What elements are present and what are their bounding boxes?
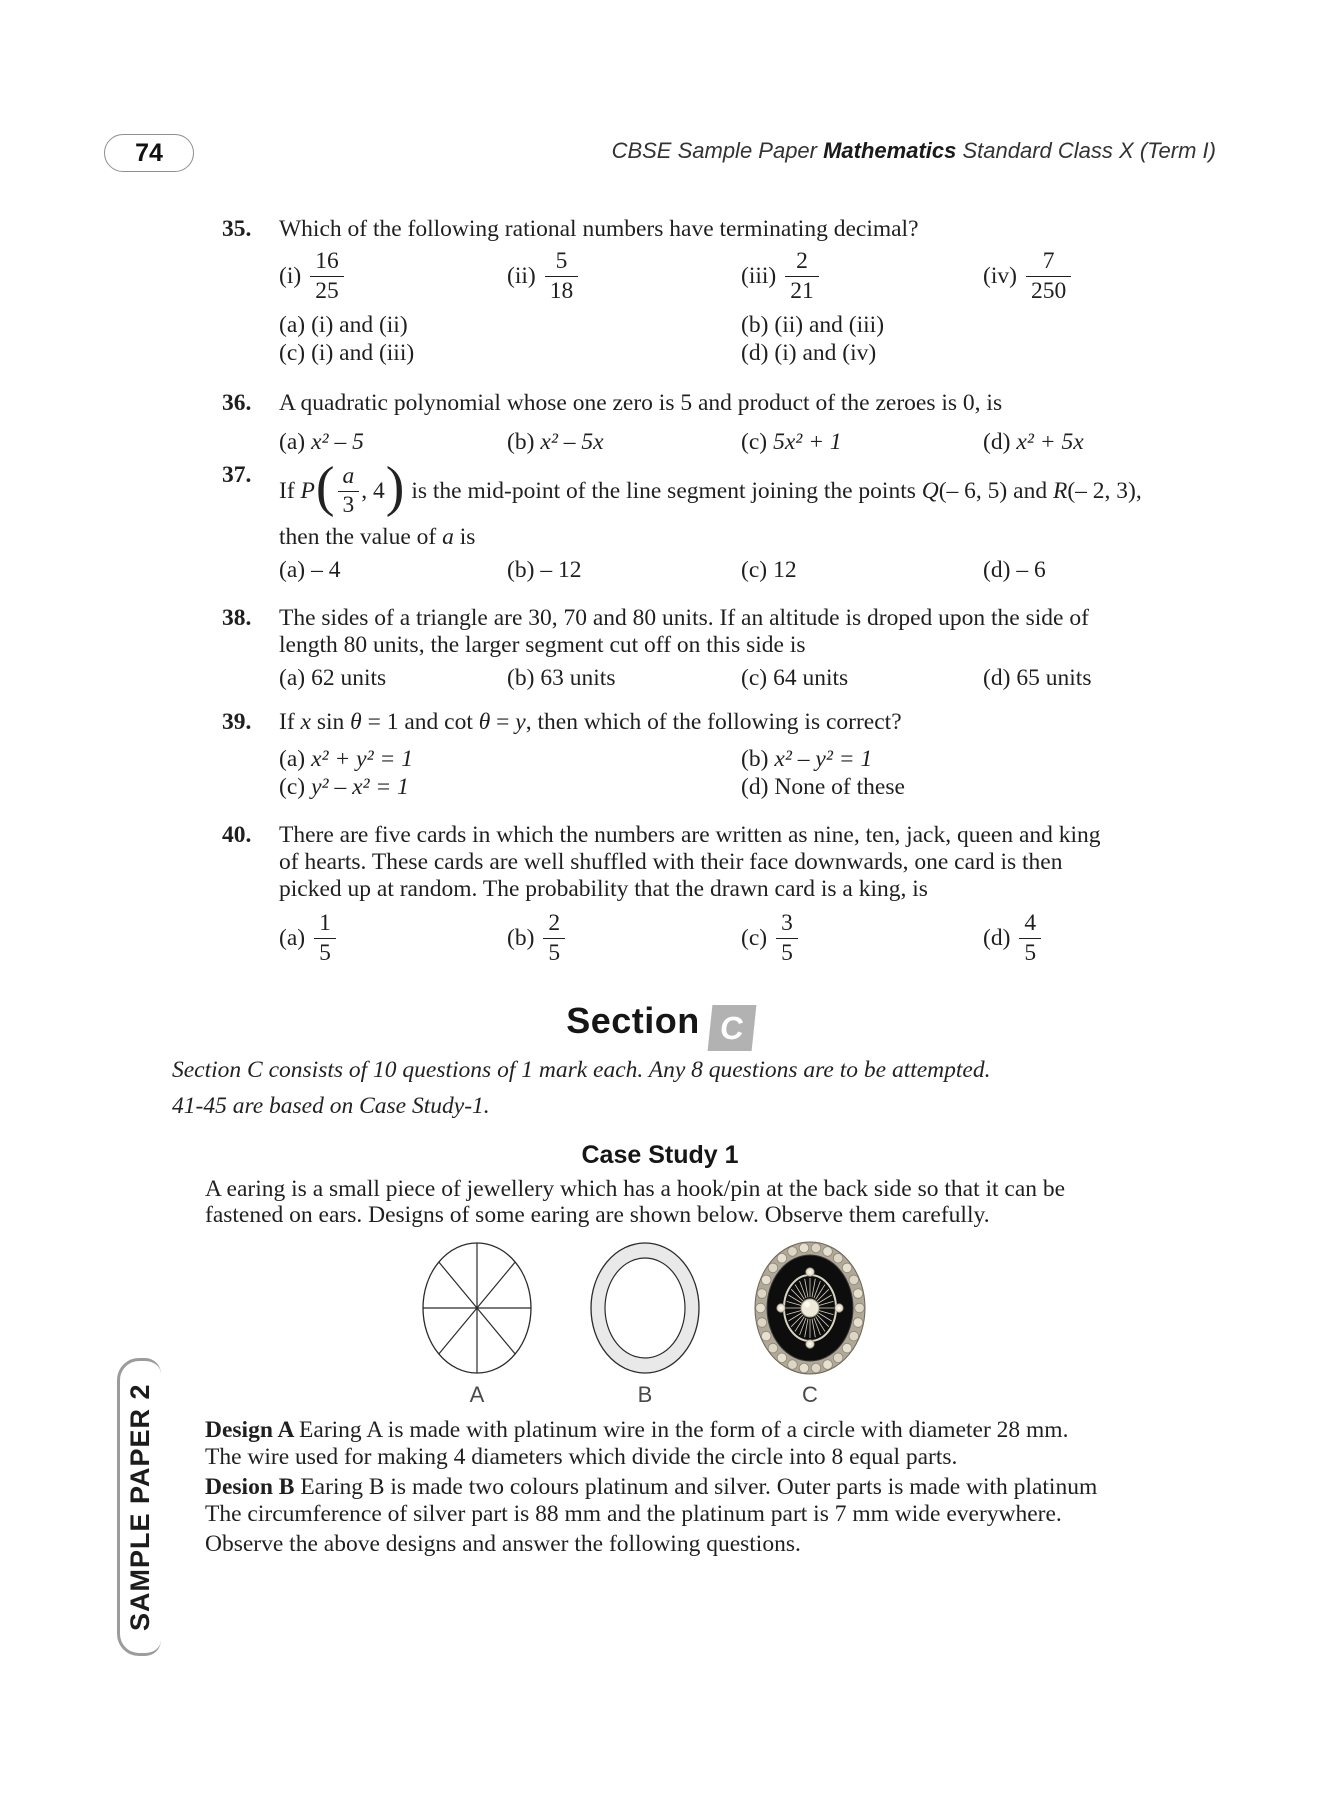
text-segment: Desion B (205, 1474, 301, 1500)
option-label: (d) (983, 665, 1011, 691)
text-segment: of hearts. These cards are well shuffled with their face downwards, one card is then (279, 849, 1063, 875)
question-body (279, 216, 1218, 367)
section-note-2: 41-45 are based on Case Study-1. (172, 1093, 490, 1119)
roman-label: (iv) (983, 262, 1017, 289)
roman-label: (i) (279, 262, 302, 289)
text-segment: then the value of (279, 524, 443, 550)
option (741, 429, 983, 457)
option-label: (b) (741, 746, 769, 772)
option (279, 340, 741, 368)
earring-figure-b (588, 1240, 702, 1406)
case-intro-line: A earing is a small piece of jewellery which has a hook/pin at the back side so that it can be (205, 1176, 1066, 1202)
design-line (205, 1444, 1225, 1471)
question-number: 37. (222, 462, 252, 488)
option-text: x² + y² = 1 (311, 746, 414, 772)
options-grid (279, 746, 1218, 801)
option (741, 746, 1218, 774)
pearl-earring-icon (753, 1240, 867, 1376)
header-suffix: Standard Class X (Term I) (956, 138, 1216, 163)
option-text: 12 (773, 557, 797, 583)
option-label: (a) (279, 665, 306, 691)
figure-label-b: B (637, 1382, 653, 1407)
question-body (279, 822, 1218, 965)
question-text-line (279, 524, 1218, 551)
question-number: 40. (222, 822, 252, 848)
ring-icon (588, 1240, 702, 1376)
option-label: (d) (983, 429, 1011, 455)
text-segment: Earing A is made with platinum wire in the form of a circle with diameter 28 mm. (299, 1417, 1069, 1443)
text-segment: If (279, 709, 301, 735)
text-segment: The sides of a triangle are 30, 70 and 80 units. If an altitude is droped upon the side of (279, 605, 1089, 631)
design-line (205, 1531, 1225, 1558)
sample-paper-tab (117, 1358, 161, 1656)
text-segment: is the mid-point of the line segment joining the points (405, 477, 922, 504)
question-text-line (279, 876, 1218, 903)
earring-figure-a (420, 1240, 534, 1406)
question-38 (222, 605, 1218, 693)
fraction (785, 249, 819, 303)
question-36 (222, 390, 1218, 457)
question-35 (222, 216, 1218, 367)
page-number: 74 (135, 138, 163, 167)
option (279, 746, 741, 774)
fraction-denominator: 5 (543, 938, 565, 966)
option (507, 557, 741, 585)
option (741, 312, 1218, 340)
fraction (338, 465, 360, 517)
option-label: (b) (507, 429, 535, 455)
option-text: (i) and (ii) (311, 312, 408, 339)
option-text: 63 units (540, 665, 616, 691)
option-text: 65 units (1016, 665, 1092, 691)
fraction (776, 911, 798, 965)
fraction-item (741, 249, 983, 303)
fraction-denominator: 250 (1026, 276, 1071, 304)
fraction (1026, 249, 1071, 303)
figure-label-c: C (802, 1382, 818, 1407)
options-grid (279, 312, 1218, 367)
section-letter-box: C (707, 1005, 756, 1051)
option-text: – 12 (540, 557, 582, 583)
text-segment: = (490, 709, 516, 735)
figure-label-a: A (469, 1382, 485, 1407)
text-segment: R (1052, 477, 1068, 504)
midpoint-expression (279, 456, 1218, 520)
option-label: (b) (507, 924, 535, 951)
question-text-line (279, 849, 1218, 876)
fraction-item (279, 249, 507, 303)
option-text: x² – 5x (540, 429, 604, 455)
option-label: (d) (983, 557, 1011, 583)
question-text-line (279, 709, 1218, 736)
fraction-numerator: 2 (796, 248, 808, 274)
question-body (279, 605, 1218, 693)
text-segment: If (279, 477, 301, 504)
option-text: 62 units (311, 665, 387, 691)
text-segment: Observe the above designs and answer the following questions. (205, 1531, 801, 1557)
option-text: (i) and (iii) (311, 339, 415, 366)
fraction-item (983, 249, 1218, 303)
question-text-line (279, 216, 1218, 243)
header-prefix: CBSE Sample Paper (611, 138, 824, 163)
question-text-line (279, 632, 1218, 659)
page-number-badge (104, 134, 194, 172)
text-segment: picked up at random. The probability that the drawn card is a king, is (279, 876, 928, 902)
fraction-denominator: 18 (545, 276, 579, 304)
option (279, 665, 507, 693)
fraction-denominator: 25 (310, 276, 344, 304)
text-segment: There are five cards in which the numbers are written as nine, ten, jack, queen and king (279, 822, 1101, 848)
text-segment: is (453, 524, 476, 550)
option-text: y² – x² = 1 (311, 773, 409, 800)
option-label: (b) (507, 665, 535, 691)
option-text: x² + 5x (1016, 429, 1084, 455)
option-text: x² – y² = 1 (774, 746, 873, 772)
option-text: (ii) and (iii) (774, 312, 885, 339)
option (983, 429, 1218, 457)
option (507, 911, 741, 965)
option-label: (a) (279, 924, 306, 951)
design-line (205, 1474, 1225, 1501)
text-segment: (– 6, 5) and (938, 477, 1053, 504)
option-label: (c) (741, 429, 768, 455)
text-segment: The circumference of silver part is 88 mm and the platinum part is 7 mm wide everywhere. (205, 1501, 1062, 1527)
option-label: (a) (279, 557, 306, 583)
fraction-numerator: 5 (555, 248, 568, 274)
text-segment: θ (478, 709, 491, 735)
fraction-denominator: 5 (1019, 938, 1041, 966)
option-label: (d) (741, 339, 769, 366)
option (279, 911, 507, 965)
option-text: (i) and (iv) (774, 339, 877, 366)
option (741, 774, 1218, 802)
option (983, 665, 1218, 693)
question-number: 35. (222, 216, 252, 242)
option (983, 557, 1218, 585)
text-segment: = 1 and cot (361, 709, 479, 735)
option-label: (a) (279, 746, 306, 772)
option (279, 557, 507, 585)
option (741, 911, 983, 965)
question-number: 38. (222, 605, 252, 631)
option (741, 557, 983, 585)
option-label: (b) (741, 312, 769, 339)
fraction-numerator: 7 (1042, 248, 1055, 274)
text-segment: A quadratic polynomial whose one zero is 5 and product of the zeroes is 0, is (279, 390, 1003, 416)
design-line (205, 1501, 1225, 1528)
fraction-item (507, 249, 741, 303)
options-grid (279, 557, 1218, 585)
fraction-numerator: 2 (548, 910, 561, 936)
text-segment: (– 2, 3), (1067, 477, 1142, 504)
section-c-heading (0, 1000, 1320, 1051)
fraction-row (279, 249, 1218, 303)
question-body (279, 390, 1218, 457)
option-label: (c) (741, 557, 768, 583)
text-segment: Design A (205, 1417, 300, 1443)
question-number: 39. (222, 709, 252, 735)
question-text-line (279, 390, 1218, 417)
section-word: Section (566, 1000, 700, 1041)
fraction-numerator: 3 (781, 910, 793, 936)
text-segment: Which of the following rational numbers have terminating decimal? (279, 216, 919, 242)
question-37 (222, 456, 1218, 585)
fraction (545, 249, 579, 303)
text-segment: length 80 units, the larger segment cut off on this side is (279, 632, 806, 658)
roman-label: (ii) (507, 262, 536, 289)
option (741, 340, 1218, 368)
option-label: (d) (741, 773, 769, 800)
option-label: (c) (279, 339, 306, 366)
option-label: (a) (279, 312, 306, 339)
design-line (205, 1417, 1225, 1444)
option-label: (c) (279, 773, 306, 800)
case-intro-line: fastened on ears. Designs of some earing are shown below. Observe them carefully. (205, 1202, 990, 1228)
text-segment: x (300, 709, 311, 735)
option-label: (c) (741, 665, 768, 691)
case-study-title: Case Study 1 (581, 1141, 739, 1169)
running-header (612, 138, 1216, 164)
case-study-intro (205, 1176, 1220, 1228)
option-text: x² – 5 (311, 429, 364, 455)
text-segment: Q (921, 477, 939, 504)
sample-paper-tab-label: SAMPLE PAPER 2 (125, 1383, 155, 1631)
close-paren: ) (385, 456, 405, 519)
option-label: (b) (507, 557, 535, 583)
fraction-denominator: 5 (314, 938, 336, 966)
question-body (279, 456, 1218, 585)
option-label: (d) (983, 924, 1011, 951)
text-segment: The wire used for making 4 diameters which divide the circle into 8 equal parts. (205, 1444, 958, 1470)
option-label: (c) (741, 924, 768, 951)
option-text: 5x² + 1 (773, 429, 842, 455)
fraction-denominator: 3 (338, 491, 360, 518)
option (507, 429, 741, 457)
option (507, 665, 741, 693)
roman-label: (iii) (741, 262, 777, 289)
earring-figure-c (753, 1240, 867, 1406)
text-segment: a (442, 524, 454, 550)
fraction (314, 911, 336, 965)
option (983, 911, 1218, 965)
fraction-denominator: 21 (785, 276, 819, 304)
question-body (279, 709, 1218, 801)
fraction-numerator: 16 (315, 248, 339, 274)
text-segment: θ (350, 709, 362, 735)
open-paren: ( (315, 456, 335, 519)
point-p: P (300, 477, 315, 504)
options-grid (279, 429, 1218, 457)
fraction (543, 911, 565, 965)
question-text-line (279, 605, 1218, 632)
fraction-options-grid (279, 911, 1218, 965)
option-label: (a) (279, 429, 306, 455)
option (741, 665, 983, 693)
fraction-numerator: 1 (319, 910, 331, 936)
question-39 (222, 709, 1218, 801)
text-segment: sin (310, 709, 351, 735)
option (279, 774, 741, 802)
option-text: – 4 (311, 557, 341, 583)
fraction-denominator: 5 (776, 938, 798, 966)
options-grid (279, 665, 1218, 693)
text-segment: , 4 (361, 477, 385, 504)
option (279, 429, 507, 457)
section-note-1: Section C consists of 10 questions of 1 mark each. Any 8 questions are to be attempted. (172, 1057, 991, 1083)
fraction-numerator: 4 (1024, 910, 1037, 936)
question-number: 36. (222, 390, 252, 416)
fraction-numerator: a (342, 463, 355, 489)
text-segment: y (515, 709, 526, 735)
design-description (205, 1417, 1225, 1558)
option-text: – 6 (1016, 557, 1046, 583)
wire-circle-icon (420, 1240, 534, 1376)
text-segment: , then which of the following is correct? (525, 709, 902, 735)
option (279, 312, 741, 340)
question-text-line (279, 822, 1218, 849)
text-segment: Earing B is made two colours platinum and silver. Outer parts is made with platinum (300, 1474, 1098, 1500)
fraction (1019, 911, 1041, 965)
option-text: 64 units (773, 665, 849, 691)
fraction (310, 249, 344, 303)
question-40 (222, 822, 1218, 965)
header-subject: Mathematics (823, 138, 957, 163)
option-text: None of these (774, 773, 905, 800)
